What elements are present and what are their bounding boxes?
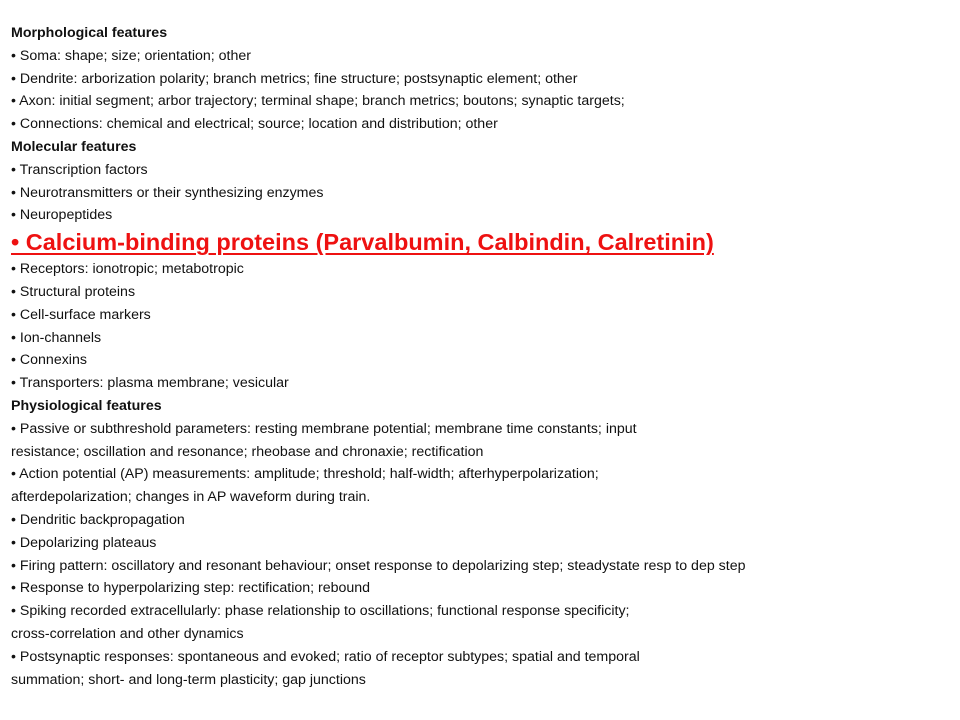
physiological-line-postsynaptic-responses-cont: summation; short- and long-term plasticity; gap junctions bbox=[11, 671, 366, 688]
physiological-line-depolarizing-plateaus: • Depolarizing plateaus bbox=[11, 534, 157, 551]
physiological-line-hyperpolarizing-step: • Response to hyperpolarizing step: rectification; rebound bbox=[11, 580, 371, 597]
molecular-highlight-calcium-binding-proteins: • Calcium-binding proteins (Parvalbumin, Calbindin, Calretinin) bbox=[11, 229, 714, 256]
molecular-item-receptors: • Receptors: ionotropic; metabotropic bbox=[11, 261, 244, 278]
physiological-line-firing-pattern: • Firing pattern: oscillatory and resonant behaviour; onset response to depolarizing step; steadystate resp to dep step bbox=[11, 557, 746, 574]
physiological-line-spiking-extracellular: • Spiking recorded extracellularly: phase relationship to oscillations; functional response specificity; bbox=[11, 603, 630, 620]
physiological-line-spiking-extracellular-cont: cross-correlation and other dynamics bbox=[11, 625, 244, 642]
morphological-item-dendrite: • Dendrite: arborization polarity; branch metrics; fine structure; postsynaptic element; other bbox=[11, 70, 578, 87]
molecular-item-transporters: • Transporters: plasma membrane; vesicular bbox=[11, 375, 289, 392]
molecular-item-neurotransmitters: • Neurotransmitters or their synthesizing enzymes bbox=[11, 184, 324, 201]
molecular-heading: Molecular features bbox=[11, 138, 137, 155]
physiological-line-action-potential: • Action potential (AP) measurements: amplitude; threshold; half-width; afterhyperpolarization; bbox=[11, 466, 599, 483]
molecular-item-ion-channels: • Ion-channels bbox=[11, 329, 102, 346]
physiological-heading: Physiological features bbox=[11, 397, 162, 414]
molecular-item-neuropeptides: • Neuropeptides bbox=[11, 207, 113, 224]
morphological-heading: Morphological features bbox=[11, 25, 168, 41]
physiological-line-postsynaptic-responses: • Postsynaptic responses: spontaneous and evoked; ratio of receptor subtypes; spatial and temporal bbox=[11, 648, 640, 665]
morphological-item-soma: • Soma: shape; size; orientation; other bbox=[11, 47, 251, 64]
physiological-line-action-potential-cont: afterdepolarization; changes in AP waveform during train. bbox=[11, 489, 371, 506]
slide-text-body bbox=[11, 22, 951, 691]
physiological-line-passive-parameters: • Passive or subthreshold parameters: resting membrane potential; membrane time constants; input bbox=[11, 420, 637, 437]
molecular-item-structural-proteins: • Structural proteins bbox=[11, 283, 136, 300]
physiological-line-passive-parameters-cont: resistance; oscillation and resonance; rheobase and chronaxie; rectification bbox=[11, 443, 484, 460]
molecular-item-cell-surface-markers: • Cell-surface markers bbox=[11, 306, 151, 323]
molecular-item-connexins: • Connexins bbox=[11, 352, 87, 369]
morphological-item-connections: • Connections: chemical and electrical; source; location and distribution; other bbox=[11, 116, 498, 133]
molecular-item-transcription-factors: • Transcription factors bbox=[11, 161, 148, 178]
morphological-item-axon: • Axon: initial segment; arbor trajectory; terminal shape; branch metrics; boutons; synaptic targets; bbox=[11, 93, 625, 110]
physiological-line-dendritic-backpropagation: • Dendritic backpropagation bbox=[11, 511, 185, 528]
